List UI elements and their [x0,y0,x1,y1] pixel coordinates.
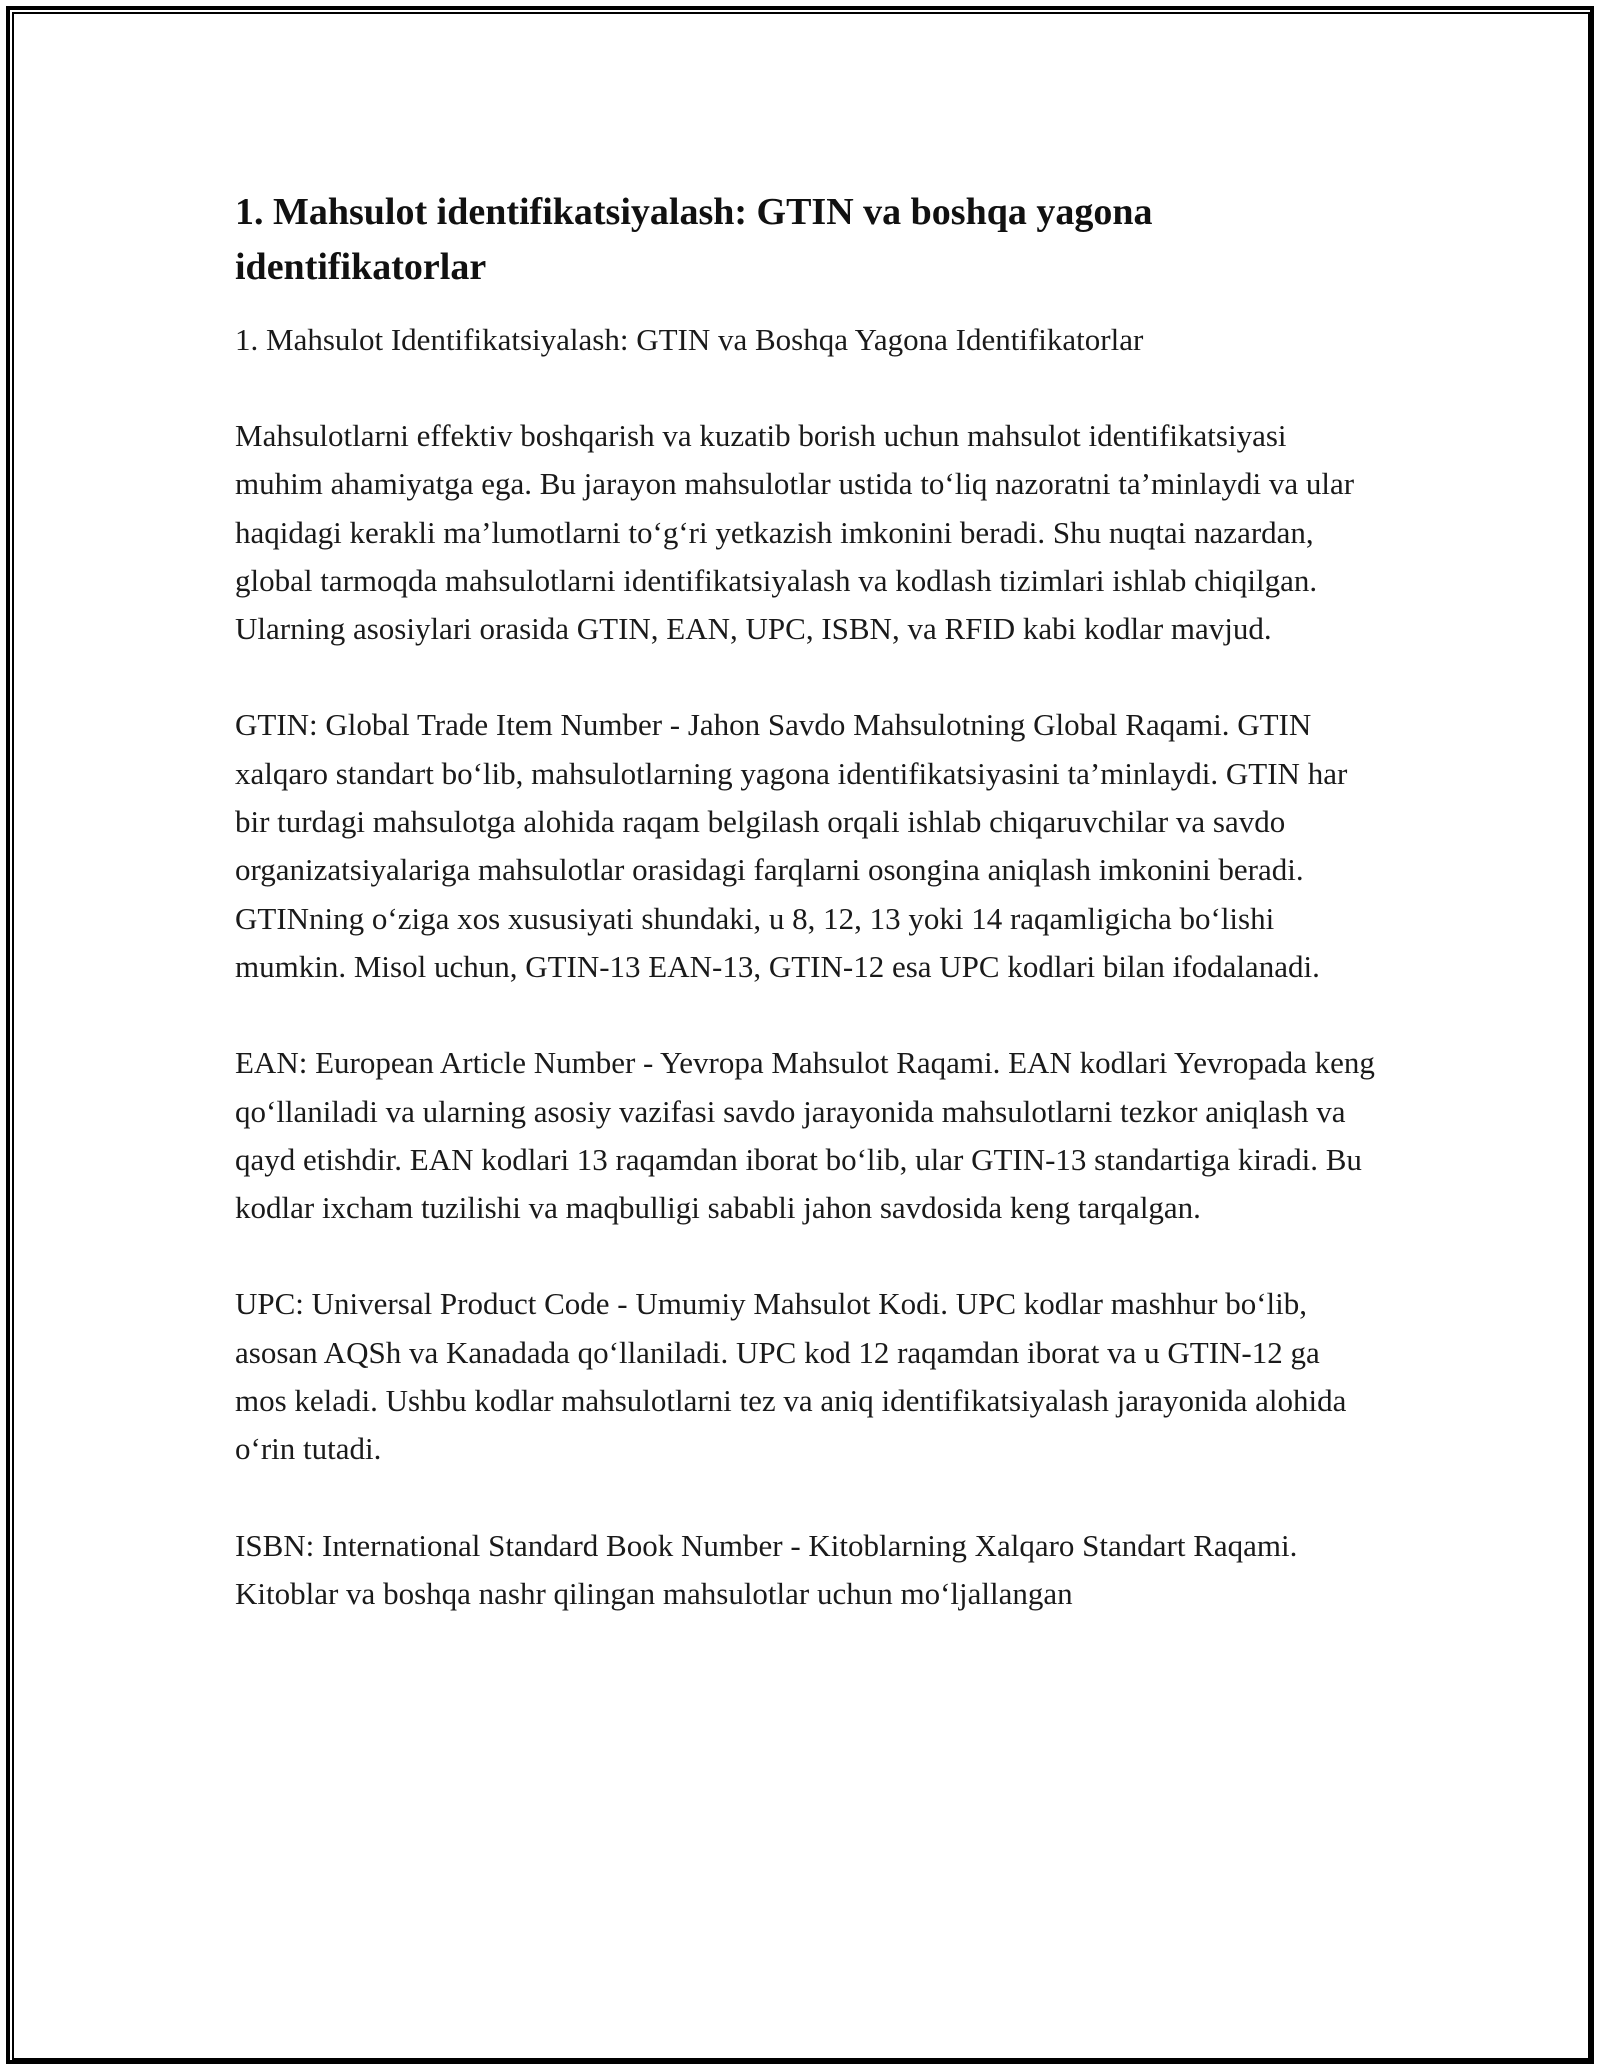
paragraph-ean: EAN: European Article Number - Yevropa Mahsulot Raqami. EAN kodlari Yevropada keng qo‘llaniladi va ularning asosiy vazifasi savdo jarayonida mahsulotlarni tezkor aniqlash va qayd etishdir. EAN kodlari 13 raqamdan iborat bo‘lib, ular GTIN-13 standartiga kiradi. Bu kodlar ixcham tuzilishi va maqbulligi sababli jahon savdosida keng tarqalgan. [235,1045,1375,1226]
paragraph-intro: Mahsulotlarni effektiv boshqarish va kuzatib borish uchun mahsulot identifikatsiyasi muhim ahamiyatga ega. Bu jarayon mahsulotlar ustida to‘liq nazoratni ta’minlaydi va ular haqidagi kerakli ma’lumotlarni to‘g‘ri yetkazish imkonini beradi. Shu nuqtai nazardan, global tarmoqda mahsulotlarni identifikatsiyalash va kodlash tizimlari ishlab chiqilgan. Ularning asosiylari orasida GTIN, EAN, UPC, ISBN, va RFID kabi kodlar mavjud. [235,418,1355,647]
document-body [235,185,1375,1618]
paragraph-upc: UPC: Universal Product Code - Umumiy Mahsulot Kodi. UPC kodlar mashhur bo‘lib, asosan AQSh va Kanadada qo‘llaniladi. UPC kod 12 raqamdan iborat va u GTIN-12 ga mos keladi. Ushbu kodlar mahsulotlarni tez va aniq identifikatsiyalash jarayonida alohida o‘rin tutadi. [235,1286,1347,1467]
document-title: 1. Mahsulot identifikatsiyalash: GTIN va boshqa yagona identifikatorlar [235,191,1153,288]
paragraph-gtin: GTIN: Global Trade Item Number - Jahon Savdo Mahsulotning Global Raqami. GTIN xalqaro standart bo‘lib, mahsulotlarning yagona identifikatsiyasini ta’minlaydi. GTIN har bir turdagi mahsulotga alohida raqam belgilash orqali ishlab chiqaruvchilar va savdo organizatsiyalariga mahsulotlar orasidagi farqlarni osongina aniqlash imkonini beradi. GTINning o‘ziga xos xususiyati shundaki, u 8, 12, 13 yoki 14 raqamligicha bo‘lishi mumkin. Misol uchun, GTIN-13 EAN-13, GTIN-12 esa UPC kodlari bilan ifodalanadi. [235,707,1348,984]
document-subtitle: 1. Mahsulot Identifikatsiyalash: GTIN va Boshqa Yagona Identifikatorlar [235,322,1144,357]
paragraph-isbn: ISBN: International Standard Book Number - Kitoblarning Xalqaro Standart Raqami. Kitoblar va boshqa nashr qilingan mahsulotlar uchun mo‘ljallangan [235,1527,1298,1611]
